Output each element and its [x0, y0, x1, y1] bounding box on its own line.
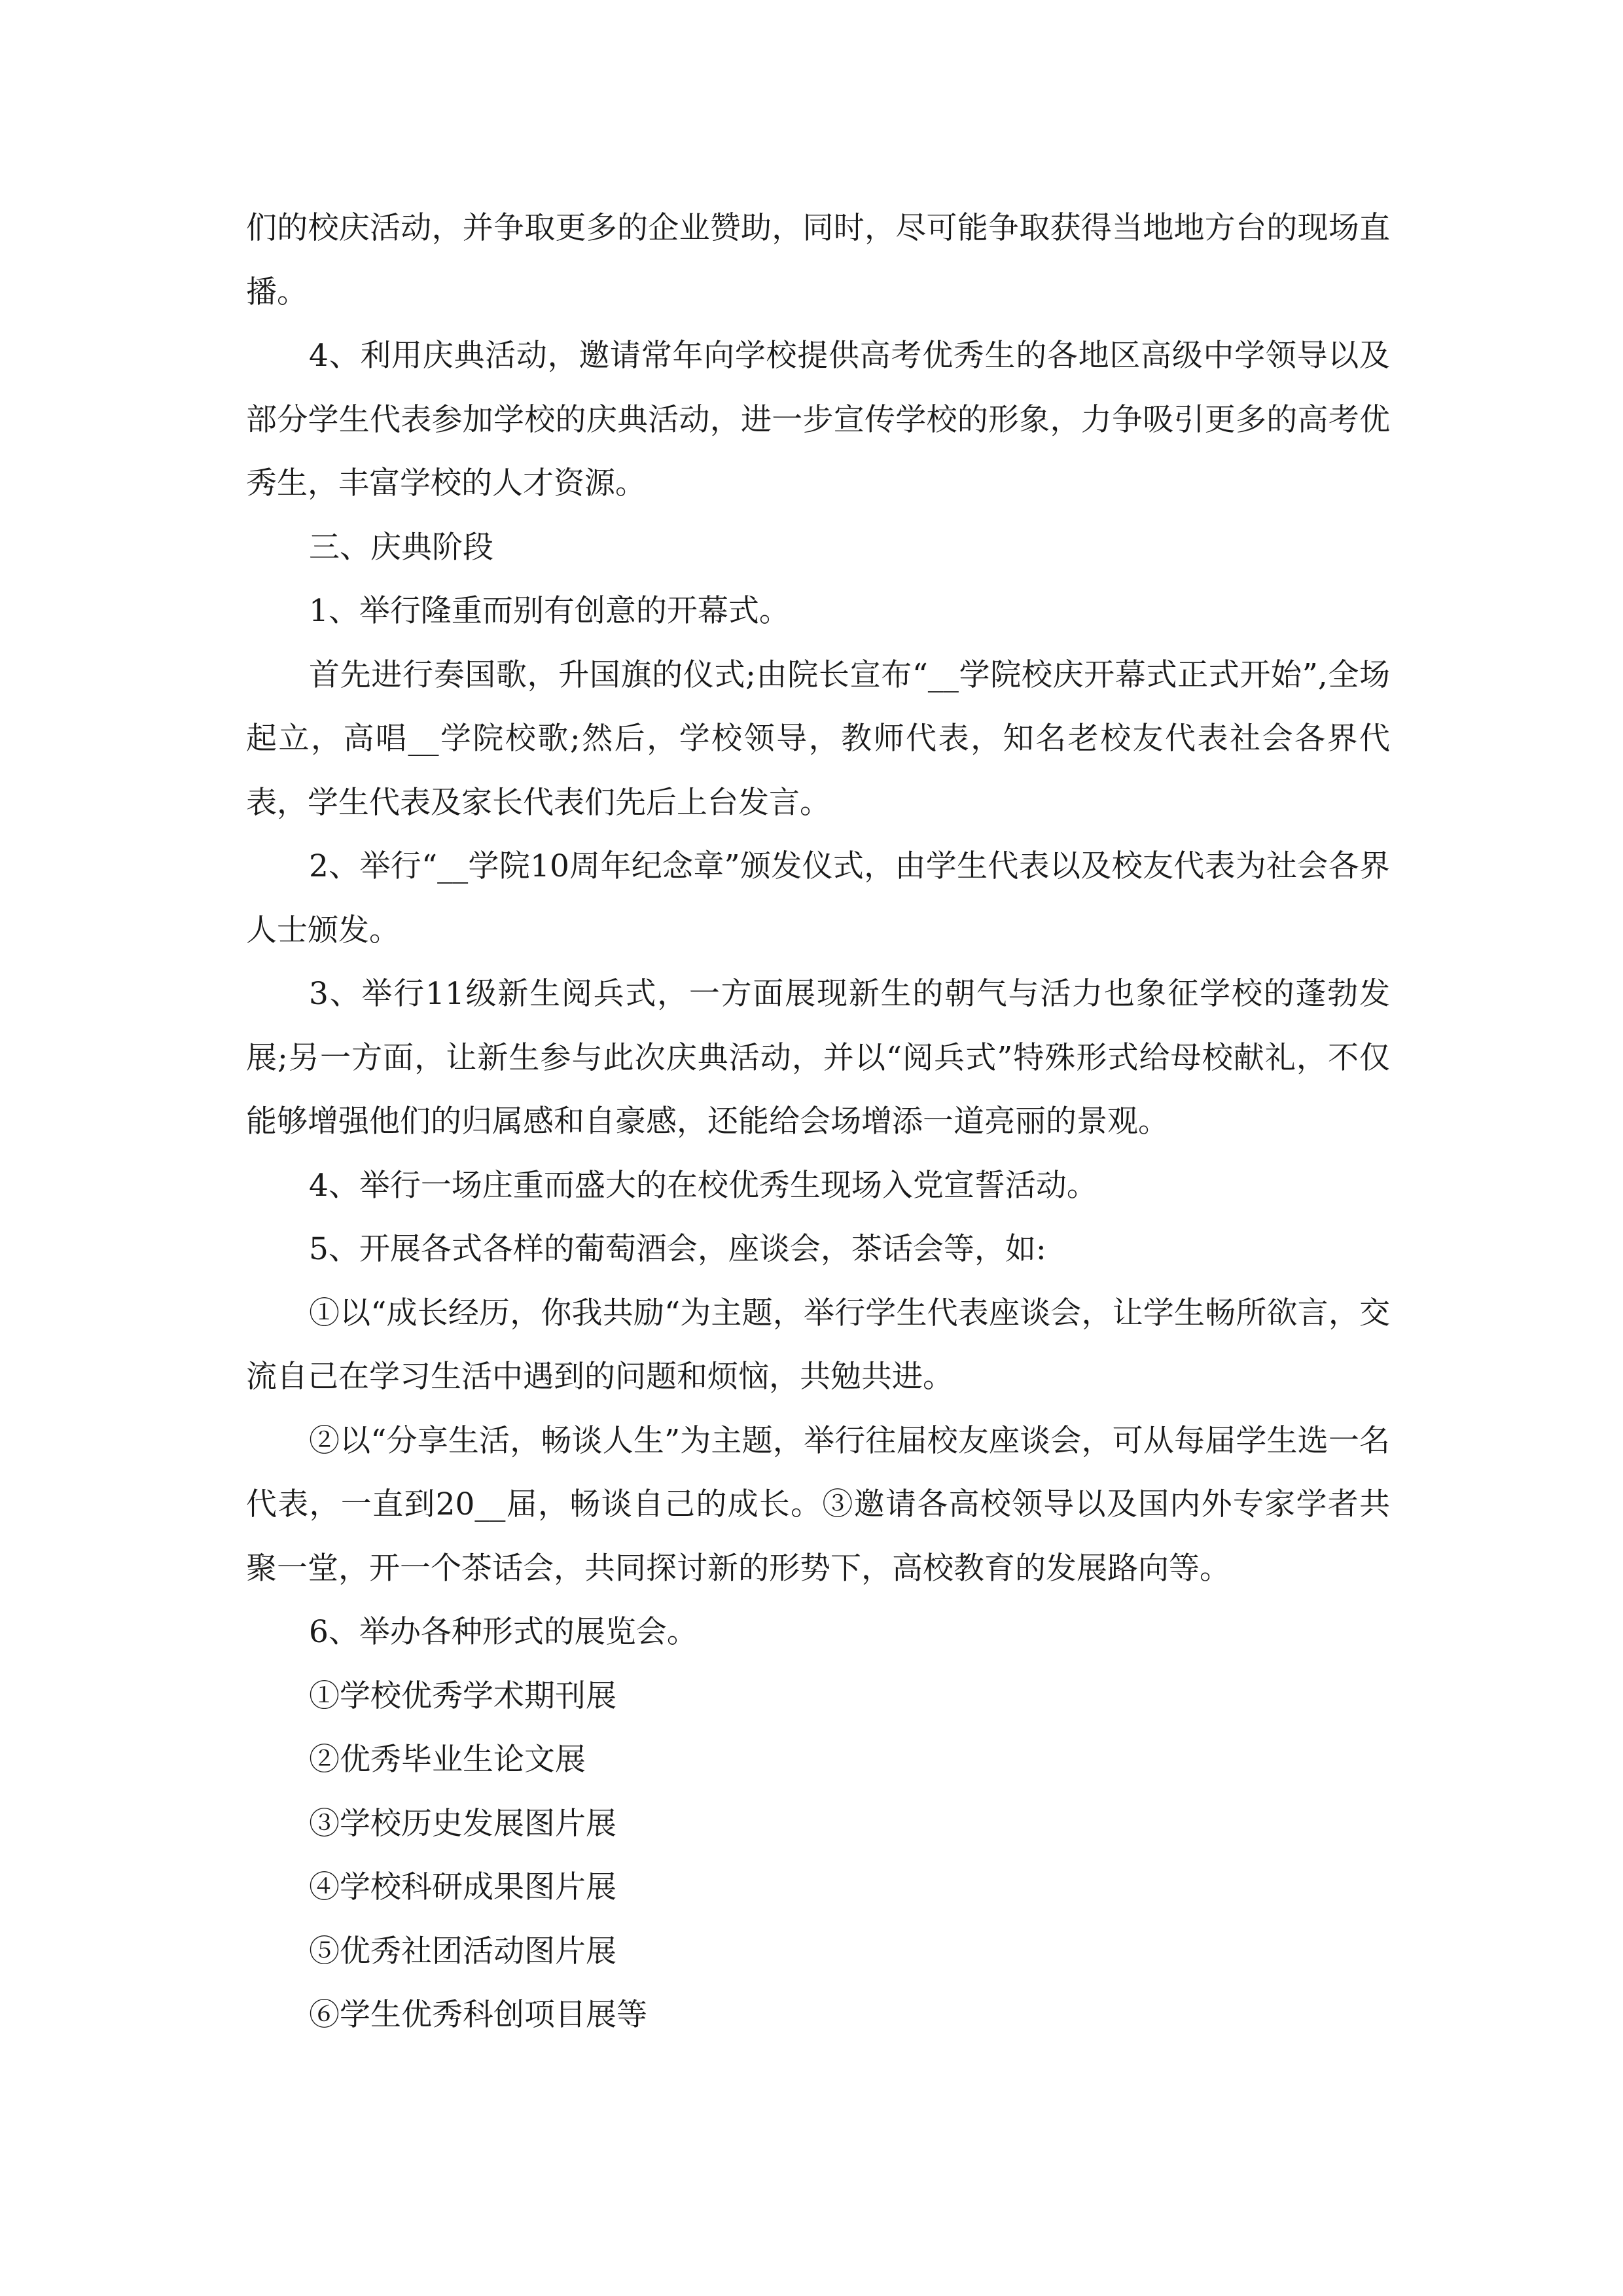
- section-heading: 三、庆典阶段: [309, 529, 493, 565]
- paragraph: 们的校庆活动，并争取更多的企业赞助，同时，尽可能争取获得当地地方台的现场直播。: [246, 210, 1390, 310]
- list-item: 4、举行一场庄重而盛大的在校优秀生现场入党宣誓活动。: [309, 1167, 1097, 1204]
- sub-list-item: ③学校历史发展图片展: [309, 1805, 616, 1842]
- sub-list-item: ②以“分享生活，畅谈人生”为主题，举行往届校友座谈会，可从每届学生选一名代表，一直到20__届，畅谈自己的成长。③邀请各高校领导以及国内外专家学者共聚一堂，开一个茶话会，共同探讨新的形势下，高校教育的发展路向等。: [246, 1422, 1390, 1587]
- sub-list-item: ①以“成长经历，你我共励“为主题，举行学生代表座谈会，让学生畅所欲言，交流自己在学习生活中遇到的问题和烦恼，共勉共进。: [246, 1295, 1390, 1395]
- document-body: [246, 196, 1390, 2047]
- paragraph: 4、利用庆典活动，邀请常年向学校提供高考优秀生的各地区高级中学领导以及部分学生代表参加学校的庆典活动，进一步宣传学校的形象，力争吸引更多的高考优秀生，丰富学校的人才资源。: [246, 338, 1390, 501]
- paragraph: 首先进行奏国歌，升国旗的仪式;由院长宣布“__学院校庆开幕式正式开始”,全场起立，高唱__学院校歌;然后，学校领导，教师代表，知名老校友代表社会各界代表，学生代表及家长代表们先后上台发言。: [246, 656, 1390, 821]
- list-item: 3、举行11级新生阅兵式，一方面展现新生的朝气与活力也象征学校的蓬勃发展;另一方面，让新生参与此次庆典活动，并以“阅兵式”特殊形式给母校献礼，不仅能够增强他们的归属感和自豪感，还能给会场增添一道亮丽的景观。: [246, 976, 1390, 1139]
- list-item: 2、举行“__学院10周年纪念章”颁发仪式，由学生代表以及校友代表为社会各界人士颁发。: [246, 848, 1390, 948]
- list-item: 6、举办各种形式的展览会。: [309, 1614, 698, 1650]
- sub-list-item: ①学校优秀学术期刊展: [309, 1677, 616, 1714]
- sub-list-item: ②优秀毕业生论文展: [309, 1742, 586, 1778]
- sub-list-item: ⑥学生优秀科创项目展等: [309, 1997, 647, 2033]
- sub-list-item: ④学校科研成果图片展: [309, 1869, 616, 1905]
- list-item: 5、开展各式各样的葡萄酒会，座谈会，茶话会等，如:: [309, 1231, 1046, 1267]
- list-item: 1、举行隆重而别有创意的开幕式。: [309, 593, 790, 629]
- sub-list-item: ⑤优秀社团活动图片展: [309, 1933, 616, 1969]
